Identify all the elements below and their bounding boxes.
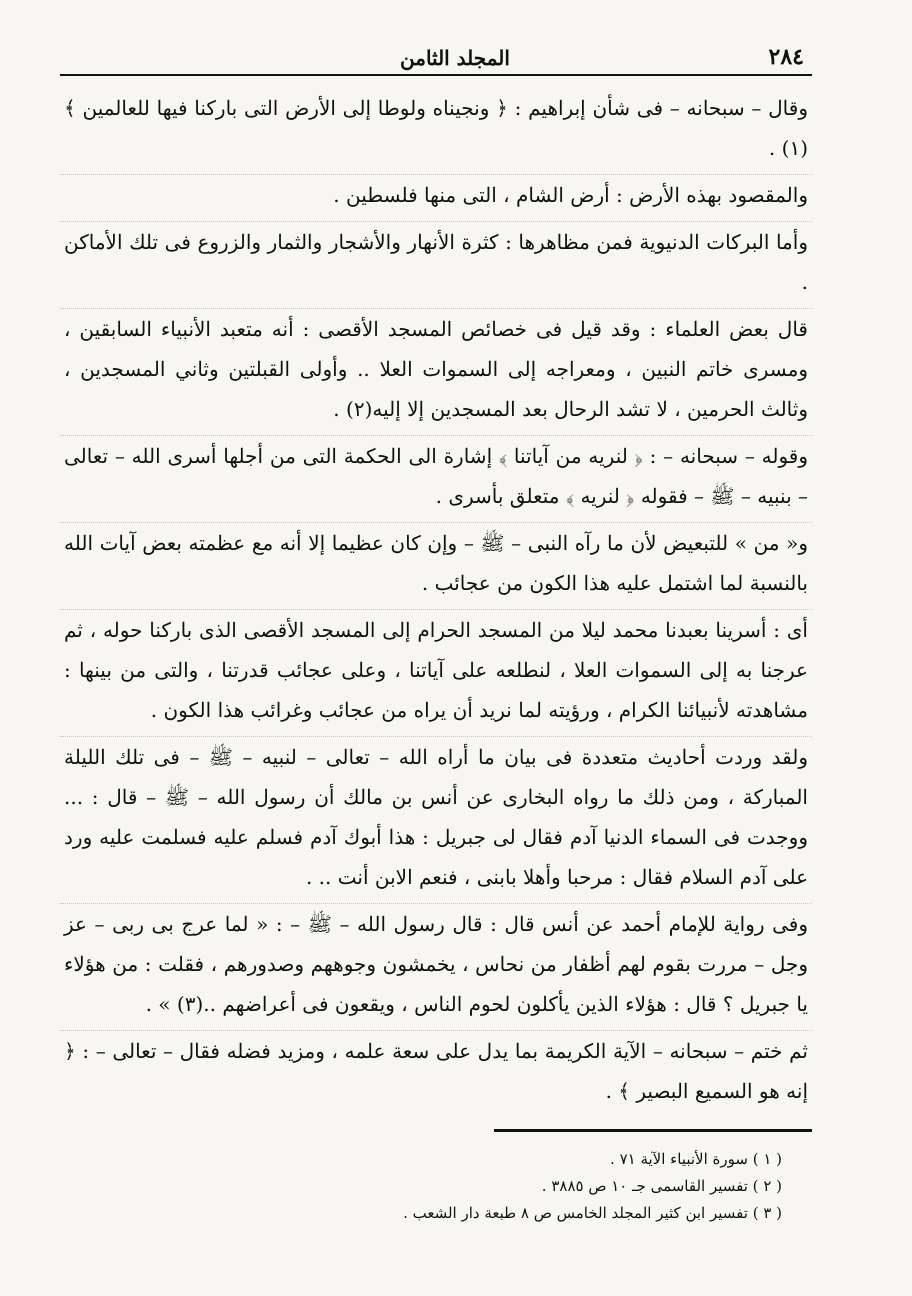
paragraph: وأما البركات الدنيوية فمن مظاهرها : كثرة الأنهار والأشجار والثمار والزروع فى تلك الأماكن .: [60, 221, 812, 302]
page-header: [60, 30, 812, 70]
running-title: المجلد الثامن: [400, 46, 510, 70]
main-text: [60, 88, 812, 1111]
footnotes: [60, 1146, 812, 1227]
book-page: [60, 30, 812, 1227]
paragraph: وقال – سبحانه – فى شأن إبراهيم : ﴿ ونجيناه ولوطا إلى الأرض التى باركنا فيها للعالمين ﴾(١) .: [64, 96, 808, 160]
footnote: ( ١ ) سورة الأنبياء الآية ٧١ .: [610, 1150, 782, 1168]
page-number: ٢٨٤: [768, 44, 804, 70]
paragraph: ثم ختم – سبحانه – الآية الكريمة بما يدل على سعة علمه ، ومزيد فضله فقال – تعالى – : ﴿ إنه هو السميع البصير ﴾ .: [60, 1030, 812, 1111]
paragraph: أى : أسرينا بعبدنا محمد ليلا من المسجد الحرام إلى المسجد الأقصى الذى باركنا حوله ، ثم عرجنا به إلى السموات العلا ، لنطلعه على آياتنا ، وعلى عجائب قدرتنا ، والتى من بينها : مشاهدته لأنبيائنا الكرام ، ورؤيته لما نريد أن يراه من عجائب وغرائب هذا الكون .: [60, 609, 812, 730]
paragraph: ولقد وردت أحاديث متعددة فى بيان ما أراه الله – تعالى – لنبيه – ﷺ – فى تلك الليلة المباركة ، ومن ذلك ما رواه البخارى عن أنس بن مالك أن رسول الله – ﷺ – قال : ... ووجدت فى السماء الدنيا آدم فقال لى جبريل : هذا أبوك آدم فسلم عليه فسلمت عليه ورد على آدم السلام فقال : مرحبا وأهلا بابنى ، فنعم الابن أنت .. .: [60, 736, 812, 897]
footnote: ( ٢ ) تفسير القاسمى جـ ١٠ ص ٣٨٨٥ .: [541, 1177, 782, 1195]
paragraph: قال بعض العلماء : وقد قيل فى خصائص المسجد الأقصى : أنه متعبد الأنبياء السابقين ، ومسرى خاتم النبين ، ومعراجه إلى السموات العلا .. وأولى القبلتين وثاني المسجدين ، وثالث الحرمين ، لا تشد الرحال بعد المسجدين إلا إليه(٢) .: [60, 308, 812, 429]
header-rule: [60, 74, 812, 76]
paragraph: وفى رواية للإمام أحمد عن أنس قال : قال رسول الله – ﷺ – : « لما عرج بى ربى – عز وجل – مررت بقوم لهم أظفار من نحاس ، يخمشون وجوههم وصدورهم ، فقلت : من هؤلاء يا جبريل ؟ قال : هؤلاء الذين يأكلون لحوم الناس ، ويقعون فى أعراضهم ..(٣) » .: [60, 903, 812, 1024]
paragraph: و« من » للتبعيض لأن ما رآه النبى – ﷺ – وإن كان عظيما إلا أنه مع عظمته بعض آيات الله بالنسبة لما اشتمل عليه هذا الكون من عجائب .: [60, 522, 812, 603]
footnote: ( ٣ ) تفسير ابن كثير المجلد الخامس ص ٨ طبعة دار الشعب .: [403, 1204, 782, 1222]
paragraph: وقوله – سبحانه – : ﴿ لنريه من آياتنا ﴾ إشارة الى الحكمة التى من أجلها أسرى الله – تعالى – بنبيه – ﷺ – فقوله ﴿ لنريه ﴾ متعلق بأسرى .: [60, 435, 812, 516]
paragraph: والمقصود بهذه الأرض : أرض الشام ، التى منها فلسطين .: [60, 174, 812, 215]
footnote-separator: [494, 1129, 812, 1132]
